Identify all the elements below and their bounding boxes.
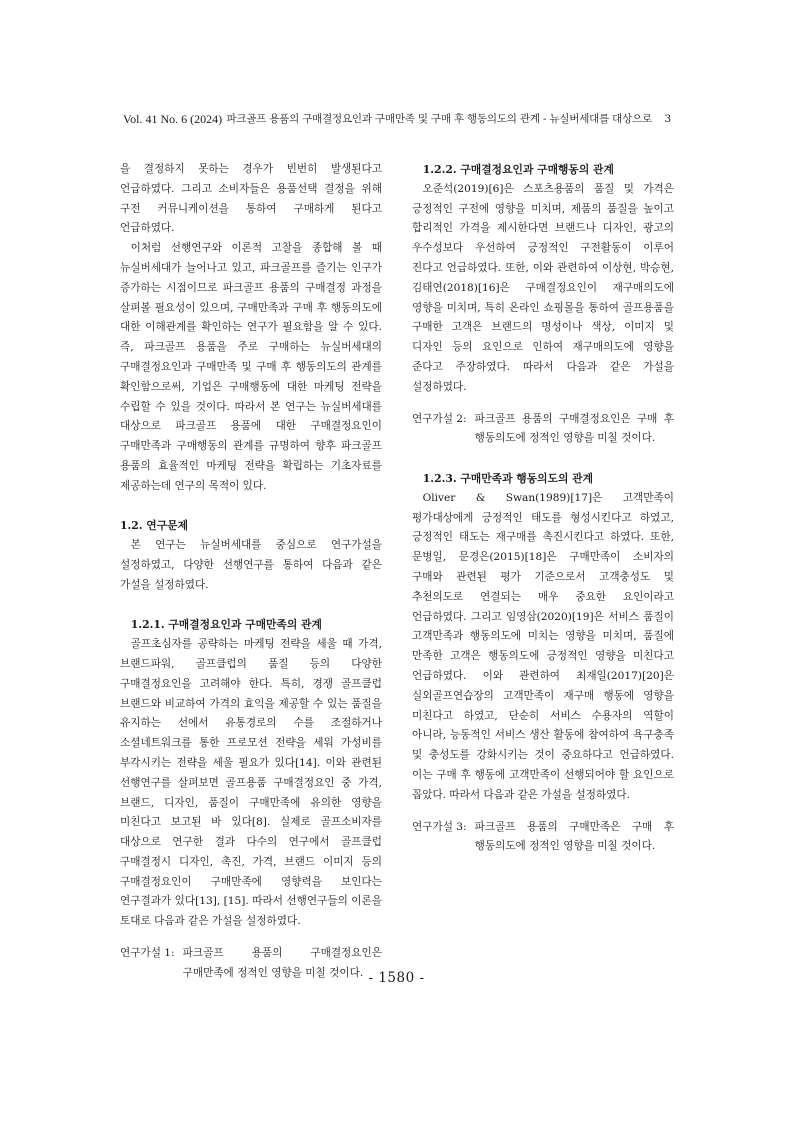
- hypothesis-text: 파크골프 용품의 구매결정요인은 구매만족에 정적인 영향을 미칠 것이다.: [182, 947, 382, 979]
- hypothesis-label: 연구가설 1:: [120, 947, 175, 960]
- hypothesis-2: [412, 410, 674, 450]
- volume-info: Vol. 41 No. 6 (2024): [123, 112, 223, 126]
- hypothesis-text: 파크골프 용품의 구매만족은 구매 후 행동의도에 정적인 영향을 미칠 것이다.: [474, 820, 674, 853]
- paragraph: Oliver & Swan(1989)[17]은 고객만족이 평가대상에게 긍정적인 태도를 형성시킨다고 하였고, 긍정적인 태도는 재구매를 촉진시킨다고 하였다. 또한, 문병일, 문경은(2015)[18]은 구매만족이 소비자의 구매와 관련된 평가 기준으로서 고객충성도 및 추천의도로 연결되는 매우 중요한 요인이라고 언급하였다. 그리고 임영삼(2020)[19]은 서비스 품질이 고객만족과 행동의도에 미치는 영향을 미치며, 품질에 만족한 고객은 행동의도에 긍정적인 영향을 미친다고 언급하였다. 이와 관련하여 최재일(2017)[20]은 실외골프연습장의 고객만족이 재구매 행동에 영향을 미친다고 하였고, 단순히 서비스 수용자의 역할이 아니라, 능동적인 서비스 생산 활동에 참여하여 욕구충족 및 충성도를 강화시키는 것이 중요하다고 언급하였다. 이는 구매 후 행동에 고객만족이 선행되어야 할 요인으로 꼽았다. 따라서 다음과 같은 가설을 설정하였다.: [412, 491, 674, 801]
- paragraph: 을 결정하지 못하는 경우가 빈번히 발생된다고 언급하였다. 그리고 소비자들은 용품선택 결정을 위해 구전 커뮤니케이션을 통하여 구매하게 된다고 언급하였다.: [120, 163, 382, 235]
- hypothesis-label: 연구가설 2:: [412, 412, 467, 425]
- right-column: [412, 160, 674, 857]
- subsection-heading: 1.2.3. 구매만족과 행동의도의 관계: [422, 471, 594, 485]
- subsection-heading: 1.2.2. 구매결정요인과 구매행동의 관계: [422, 163, 614, 176]
- paragraph: 오준석(2019)[6]은 스포츠용품의 품질 및 가격은 긍정적인 구전에 영향을 미치며, 제품의 품질을 높이고 합리적인 가격을 제시한다면 브랜드나 디자인, 광고의 우수성보다 우선하여 긍정적인 구전활동이 이루어 진다고 언급하였다. 또한, 이와 관련하여 이상현, 박승현, 김태연(2018)[16]은 구매결정요인이 재구매의도에 영향을 미치며, 특히 온라인 쇼핑몰을 통하여 골프용품을 구매한 고객은 브랜드의 명성이나 색상, 이미지 및 디자인 등의 요인으로 인하여 재구매의도에 영향을 준다고 주장하였다. 따라서 다음과 같은 가설을 설정하였다.: [412, 182, 674, 393]
- subsection-heading: 1.2.1. 구매결정요인과 구매만족의 관계: [130, 618, 322, 632]
- running-title: [226, 111, 671, 127]
- header-page-number: 3: [664, 113, 671, 125]
- running-header: [123, 111, 671, 127]
- hypothesis-3: [412, 818, 674, 858]
- hypothesis-text: 파크골프 용품의 구매결정요인은 구매 후 행동의도에 정적인 영향을 미칠 것이다.: [474, 412, 674, 445]
- hypothesis-label: 연구가설 3:: [412, 820, 467, 833]
- section-heading: 1.2. 연구문제: [120, 519, 189, 533]
- paragraph: 본 연구는 뉴실버세대를 중심으로 연구가설을 설정하였고, 다양한 선행연구를 통하여 다음과 같은 가설을 설정하였다.: [120, 539, 382, 591]
- paragraph: 이처럼 선행연구와 이론적 고찰을 종합해 볼 때 뉴실버세대가 늘어나고 있고, 파크골프를 즐기는 인구가 증가하는 시점이므로 파크골프 용품의 구매결정 과정을 살펴볼 필요성이 있으며, 구매만족과 구매 후 행동의도에 대한 이해관계를 확인하는 연구가 필요함을 알 수 있다. 즉, 파크골프 용품을 주로 구매하는 뉴실버세대의 구매결정요인과 구매만족 및 구매 후 행동의도의 관계를 확인함으로써, 기업은 구매행동에 대한 마케팅 전략을 수립할 수 있을 것이다. 따라서 본 연구는 뉴실버세대를 대상으로 파크골프 용품에 대한 구매결정요인이 구매만족과 구매행동의 관계를 규명하여 향후 파크골프 용품의 효율적인 마케팅 전략을 확립하는 기초자료를 제공하는데 연구의 목적이 있다.: [120, 242, 382, 492]
- running-title-text: 파크골프 용품의 구매결정요인과 구매만족 및 구매 후 행동의도의 관계 - 뉴실버세대를 대상으로: [226, 113, 652, 125]
- page-number: - 1580 -: [368, 970, 425, 986]
- paragraph: 골프초심자를 공략하는 마케팅 전략을 세울 때 가격, 브랜드파워, 골프클럽의 품질 등의 다양한 구매결정요인을 고려해야 한다. 특히, 경쟁 골프클럽 브랜드와 비교하여 가격의 효익을 제공할 수 있는 품질을 유지하는 선에서 유통경로의 수를 조절하거나 소셜네트워크를 통한 프로모션 전략을 세워 가성비를 부각시키는 전략을 세울 필요가 있다[14]. 이와 관련된 선행연구를 살펴보면 골프용품 구매결정요인 중 가격, 브랜드, 디자인, 품질이 구매만족에 유의한 영향을 미친다고 보고된 바 있다[8]. 실제로 골프소비자를 대상으로 연구한 결과 다수의 연구에서 골프클럽 구매결정시 디자인, 촉진, 가격, 브랜드 이미지 등의 구매결정요인이 구매만족에 영향력을 보인다는 연구결과가 있다[13], [15]. 따라서 선행연구들의 이론을 토대로 다음과 같은 가설을 설정하였다.: [120, 638, 382, 928]
- left-column: [120, 160, 382, 984]
